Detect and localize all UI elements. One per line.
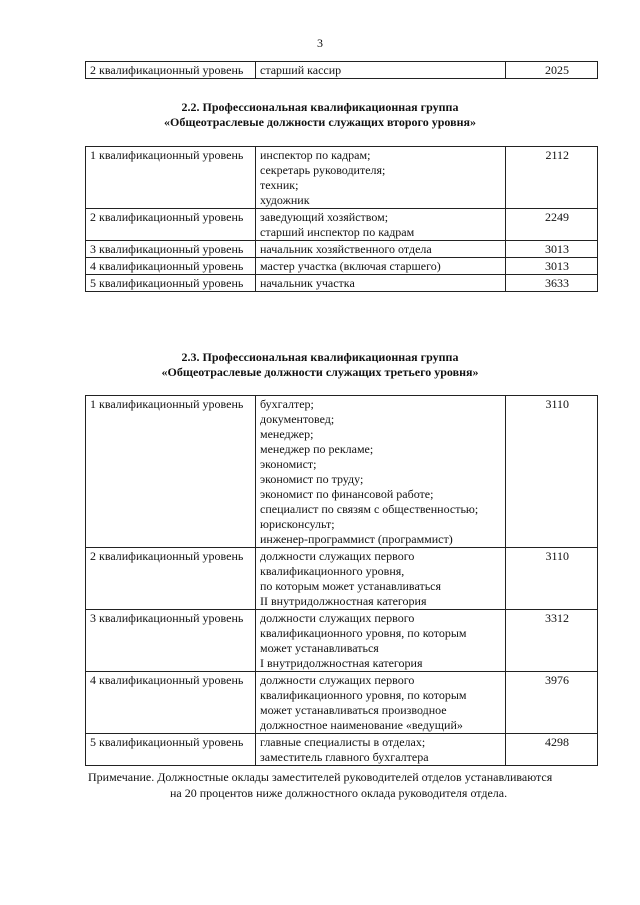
table-row: [86, 275, 598, 292]
salary-cell: 3976: [506, 672, 598, 734]
position-line: может устанавливаться производное: [260, 703, 447, 717]
footnote-line2: на 20 процентов ниже должностного оклада руководителя отдела.: [170, 786, 508, 800]
level-cell: 1 квалификационный уровень: [86, 396, 256, 548]
section-2-heading-line1: 2.2. Профессиональная квалификационная группа: [181, 100, 459, 114]
level-cell: 5 квалификационный уровень: [86, 275, 256, 292]
positions-cell: [256, 548, 506, 610]
salary-cell: 3633: [506, 275, 598, 292]
table-row: [86, 62, 598, 79]
table-row: [86, 209, 598, 241]
level-cell: 4 квалификационный уровень: [86, 258, 256, 275]
footnote-line1: Примечание. Должностные оклады заместителей руководителей отделов устанавливаются: [88, 770, 553, 784]
table-row: [86, 734, 598, 766]
position-line: инспектор по кадрам;: [260, 148, 371, 162]
position-line: начальник участка: [260, 276, 355, 290]
positions-cell: [256, 241, 506, 258]
position-line: заместитель главного бухгалтера: [260, 750, 429, 764]
positions-cell: [256, 275, 506, 292]
positions-cell: [256, 672, 506, 734]
position-line: специалист по связям с общественностью;: [260, 502, 479, 516]
position-line: II внутридолжностная категория: [260, 594, 427, 608]
position-line: секретарь руководителя;: [260, 163, 386, 177]
salary-cell: 3013: [506, 258, 598, 275]
position-line: главные специалисты в отделах;: [260, 735, 426, 749]
salary-cell: 2112: [506, 147, 598, 209]
footnote: [88, 769, 588, 801]
level-cell: 3 квалификационный уровень: [86, 610, 256, 672]
position-line: по которым может устанавливаться: [260, 579, 442, 593]
position-line: старший кассир: [260, 63, 342, 77]
position-line: бухгалтер;: [260, 397, 314, 411]
section-3-heading-line1: 2.3. Профессиональная квалификационная группа: [181, 350, 459, 364]
position-line: экономист по финансовой работе;: [260, 487, 434, 501]
position-line: I внутридолжностная категория: [260, 656, 423, 670]
level-cell: 1 квалификационный уровень: [86, 147, 256, 209]
positions-cell: [256, 734, 506, 766]
position-line: юрисконсульт;: [260, 517, 335, 531]
salary-cell: 3110: [506, 548, 598, 610]
page-number: 3: [317, 36, 323, 50]
positions-cell: [256, 396, 506, 548]
position-line: должности служащих первого: [260, 673, 415, 687]
section-3-heading-line2: «Общеотраслевые должности служащих третьего уровня»: [161, 365, 479, 379]
position-line: экономист;: [260, 457, 317, 471]
level-cell: 3 квалификационный уровень: [86, 241, 256, 258]
positions-cell: [256, 147, 506, 209]
level-cell: 2 квалификационный уровень: [86, 62, 256, 79]
position-line: может устанавливаться: [260, 641, 379, 655]
table-row: [86, 548, 598, 610]
position-line: квалификационного уровня, по которым: [260, 626, 467, 640]
position-line: менеджер по рекламе;: [260, 442, 374, 456]
level-cell: 2 квалификационный уровень: [86, 209, 256, 241]
salary-cell: 2249: [506, 209, 598, 241]
positions-cell: [256, 610, 506, 672]
section-2-heading-line2: «Общеотраслевые должности служащих второго уровня»: [164, 115, 476, 129]
salary-cell: 3110: [506, 396, 598, 548]
position-line: должности служащих первого: [260, 611, 415, 625]
position-line: начальник хозяйственного отдела: [260, 242, 432, 256]
section-3-heading: [0, 350, 640, 380]
position-line: инженер-программист (программист): [260, 532, 453, 546]
salary-cell: 3312: [506, 610, 598, 672]
salary-cell: 2025: [506, 62, 598, 79]
table-row: [86, 672, 598, 734]
level-cell: 2 квалификационный уровень: [86, 548, 256, 610]
position-line: художник: [260, 193, 310, 207]
salary-table-section-2: [85, 146, 598, 292]
table-row: [86, 610, 598, 672]
position-line: должности служащих первого: [260, 549, 415, 563]
position-line: старший инспектор по кадрам: [260, 225, 415, 239]
position-line: менеджер;: [260, 427, 314, 441]
position-line: квалификационного уровня, по которым: [260, 688, 467, 702]
table-row: [86, 396, 598, 548]
positions-cell: [256, 62, 506, 79]
table-row: [86, 241, 598, 258]
position-line: документовед;: [260, 412, 335, 426]
position-line: мастер участка (включая старшего): [260, 259, 441, 273]
salary-cell: 3013: [506, 241, 598, 258]
positions-cell: [256, 209, 506, 241]
table-row: [86, 147, 598, 209]
table-row: [86, 258, 598, 275]
salary-table-section-3: [85, 395, 598, 766]
salary-table-top: [85, 61, 598, 79]
positions-cell: [256, 258, 506, 275]
salary-cell: 4298: [506, 734, 598, 766]
level-cell: 5 квалификационный уровень: [86, 734, 256, 766]
level-cell: 4 квалификационный уровень: [86, 672, 256, 734]
position-line: должностное наименование «ведущий»: [260, 718, 463, 732]
section-2-heading: [0, 100, 640, 130]
position-line: квалификационного уровня,: [260, 564, 405, 578]
position-line: техник;: [260, 178, 299, 192]
position-line: заведующий хозяйством;: [260, 210, 389, 224]
position-line: экономист по труду;: [260, 472, 364, 486]
